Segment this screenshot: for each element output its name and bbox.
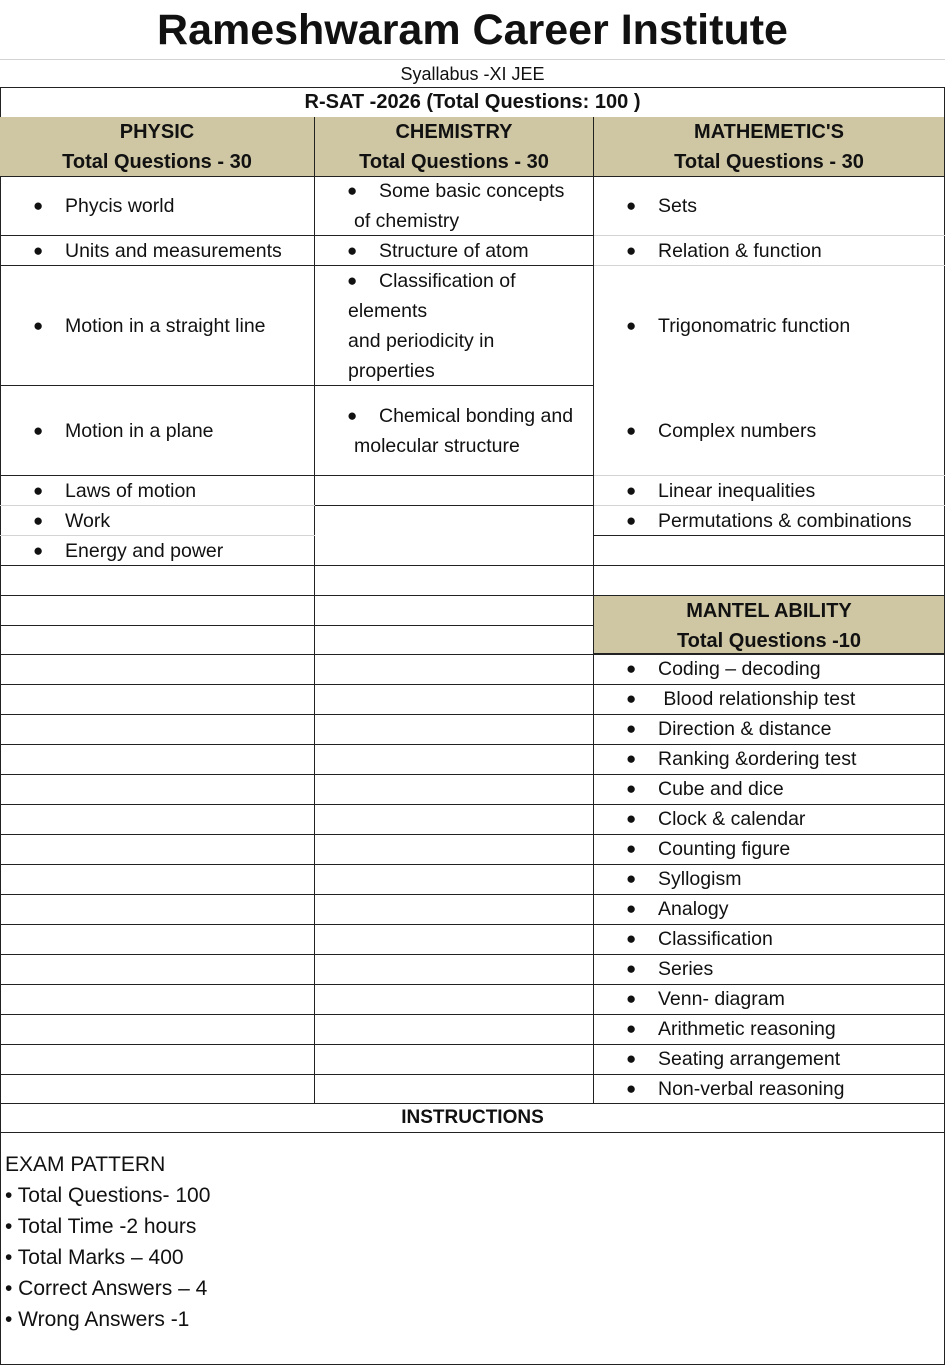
bullet-icon: ● [33, 421, 44, 440]
bullet-icon: ● [347, 181, 358, 200]
grid-line [0, 625, 594, 626]
chemistry-row-border [315, 475, 594, 476]
list-item: Trigonomatric function [658, 315, 851, 337]
bullet-icon: ● [347, 271, 358, 290]
bullet-icon: ● [626, 421, 637, 440]
bullet-icon: ● [33, 241, 44, 260]
list-item: Motion in a plane [65, 420, 214, 442]
list-item: Series [658, 958, 714, 980]
list-item: Permutations & combinations [658, 510, 912, 532]
list-item: Some basic concepts [379, 180, 565, 202]
mathematics-total: Total Questions - 30 [674, 151, 864, 173]
list-item: Phycis world [65, 195, 175, 217]
bullet-icon: ● [626, 1079, 637, 1098]
list-item: Arithmetic reasoning [658, 1018, 836, 1040]
bullet-icon: ● [626, 959, 637, 978]
list-item: Motion in a straight line [65, 315, 266, 337]
list-item: Laws of motion [65, 480, 197, 502]
bullet-icon: ● [626, 779, 637, 798]
instruction-point: • Total Marks – 400 [5, 1246, 184, 1269]
mental-ability-header [594, 595, 945, 654]
syllabus-subtitle: Syallabus -XI JEE [400, 64, 545, 84]
bullet-icon: ● [347, 406, 358, 425]
list-item: Clock & calendar [658, 808, 806, 830]
bullet-icon: ● [33, 541, 44, 560]
bullet-icon: ● [626, 839, 637, 858]
instruction-point: • Correct Answers – 4 [5, 1277, 208, 1300]
list-item: Coding – decoding [658, 658, 821, 680]
list-item: Direction & distance [658, 718, 832, 740]
chemistry-row-border [315, 505, 594, 506]
list-item: Chemical bonding and [379, 405, 574, 427]
grid-line [0, 834, 945, 835]
list-item: Units and measurements [65, 240, 282, 262]
list-item: Relation & function [658, 240, 822, 262]
list-item: Counting figure [658, 838, 791, 860]
bullet-icon: ● [33, 316, 44, 335]
bullet-icon: ● [347, 241, 358, 260]
physics-row-border [0, 385, 315, 386]
mathematics-header [594, 117, 945, 177]
instructions-divider [0, 1132, 945, 1133]
bullet-icon: ● [626, 749, 637, 768]
table-border-left [0, 87, 1, 1365]
list-item: properties [348, 360, 435, 382]
bullet-icon: ● [626, 481, 637, 500]
list-item: Venn- diagram [658, 988, 785, 1010]
list-item: Ranking &ordering test [658, 748, 857, 770]
instruction-point: • Total Questions- 100 [5, 1184, 211, 1207]
grid-line [0, 924, 945, 925]
list-item: Syllogism [658, 868, 742, 890]
instructions-heading: INSTRUCTIONS [401, 1107, 544, 1128]
chemistry-title: CHEMISTRY [395, 121, 513, 143]
list-item: molecular structure [354, 435, 520, 457]
chemistry-total: Total Questions - 30 [359, 151, 549, 173]
mental-ability-total: Total Questions -10 [676, 630, 862, 652]
list-item: Seating arrangement [658, 1048, 841, 1070]
physics-total: Total Questions - 30 [62, 151, 252, 173]
mathematics-title: MATHEMETIC'S [694, 121, 844, 143]
list-item: Sets [658, 195, 698, 217]
bullet-icon: ● [626, 689, 637, 708]
bullet-icon: ● [33, 481, 44, 500]
column-divider-1 [314, 177, 315, 1104]
physics-header [0, 117, 315, 177]
instruction-point: • Total Time -2 hours [5, 1215, 197, 1238]
exam-pattern-title: EXAM PATTERN [5, 1153, 166, 1176]
bullet-icon: ● [626, 899, 637, 918]
bullet-icon: ● [626, 809, 637, 828]
bullet-icon: ● [626, 659, 637, 678]
physics-title: PHYSIC [119, 121, 195, 143]
bullet-icon: ● [33, 511, 44, 530]
exam-line: R-SAT -2026 (Total Questions: 100 ) [304, 91, 641, 113]
instruction-point: • Wrong Answers -1 [5, 1308, 190, 1331]
list-item: Structure of atom [379, 240, 529, 262]
title-divider [0, 59, 945, 60]
list-item: Linear inequalities [658, 480, 816, 502]
list-item: of chemistry [354, 210, 460, 232]
list-item: Classification of [379, 270, 516, 292]
bullet-icon: ● [626, 869, 637, 888]
bullet-icon: ● [626, 316, 637, 335]
bullet-icon: ● [626, 719, 637, 738]
bullet-icon: ● [626, 241, 637, 260]
grid-line [0, 774, 945, 775]
chemistry-header [315, 117, 594, 177]
grid-line [0, 954, 945, 955]
list-item: Blood relationship test [658, 688, 856, 710]
page-title: Rameshwaram Career Institute [157, 6, 788, 54]
bullet-icon: ● [626, 196, 637, 215]
list-item: and periodicity in [348, 330, 495, 352]
list-item: Complex numbers [658, 420, 817, 442]
grid-line [0, 984, 945, 985]
list-item: Classification [658, 928, 773, 950]
grid-line [0, 894, 945, 895]
bullet-icon: ● [626, 929, 637, 948]
list-item: Work [65, 510, 111, 532]
list-item: Non-verbal reasoning [658, 1078, 845, 1100]
mental-ability-title: MANTEL ABILITY [686, 600, 852, 622]
grid-line [0, 864, 945, 865]
list-item: Cube and dice [658, 778, 784, 800]
bullet-icon: ● [626, 1019, 637, 1038]
list-item: Energy and power [65, 540, 224, 562]
bullet-icon: ● [626, 1049, 637, 1068]
list-item: Analogy [658, 898, 729, 920]
list-item: elements [348, 300, 428, 322]
bullet-icon: ● [626, 989, 637, 1008]
bullet-icon: ● [626, 511, 637, 530]
bullet-icon: ● [33, 196, 44, 215]
